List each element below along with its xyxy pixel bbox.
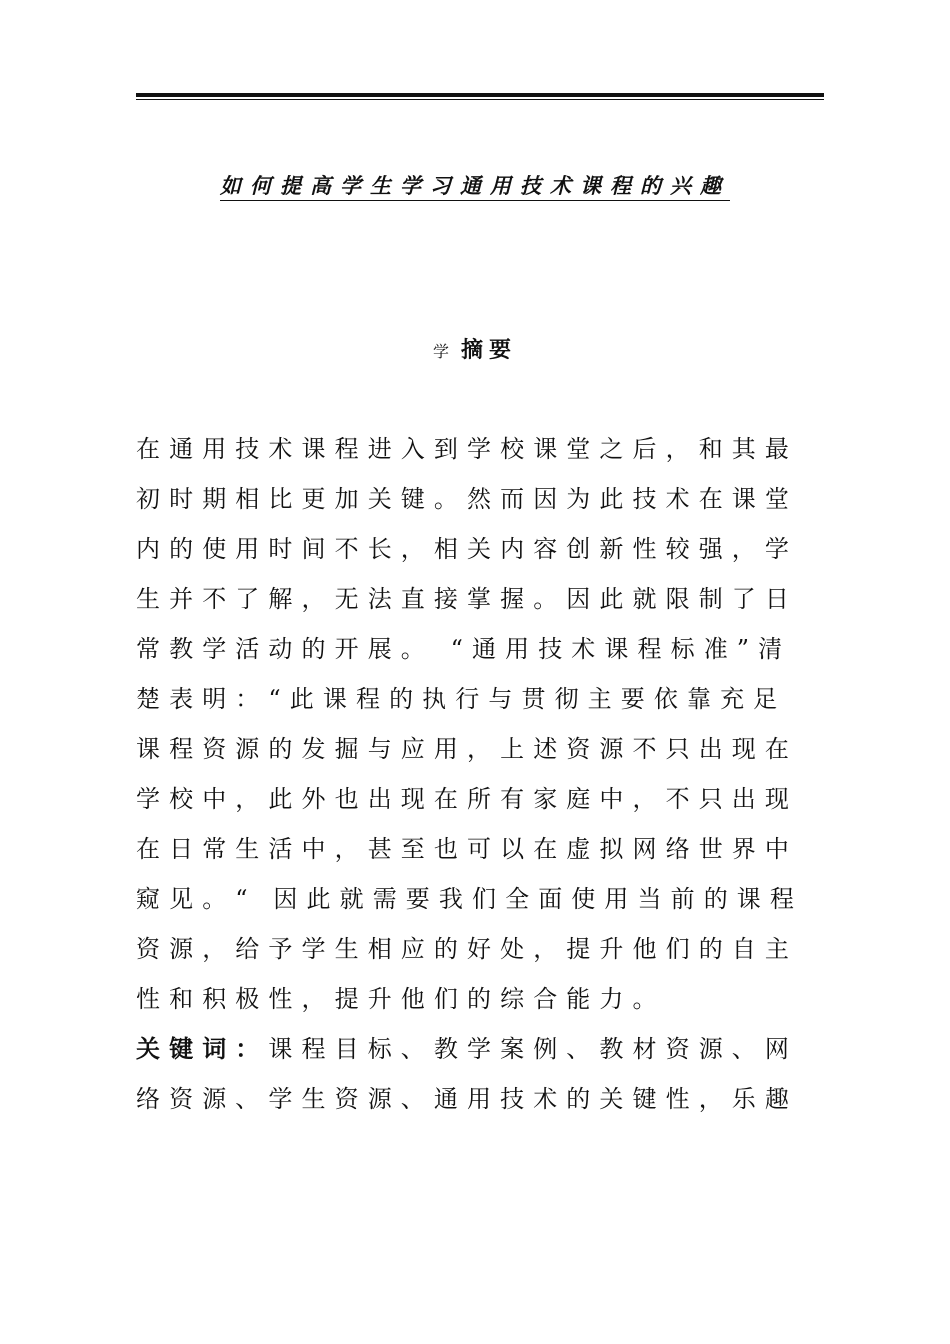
document-title-text: 如何提高学生学习通用技术课程的兴趣 bbox=[220, 173, 730, 201]
header-rule-thick bbox=[136, 93, 824, 97]
header-rule-thin bbox=[136, 99, 824, 100]
body-line: 在通用技术课程进入到学校课堂之后，和其最 bbox=[136, 435, 798, 463]
abstract-heading-text: 摘要 bbox=[461, 337, 518, 363]
body-line: 楚表明：“此课程的执行与贯彻主要依靠充足 bbox=[136, 685, 787, 713]
body-line: 常教学活动的开展。 “通用技术课程标准”清 bbox=[136, 635, 792, 663]
body-line: 初时期相比更加关键。然而因为此技术在课堂 bbox=[136, 485, 798, 513]
abstract-prefix: 学 bbox=[432, 342, 455, 361]
body-line: 在日常生活中，甚至也可以在虚拟网络世界中 bbox=[136, 835, 798, 863]
keywords-line-2: 络资源、学生资源、通用技术的关键性，乐趣 bbox=[136, 1085, 798, 1113]
keywords-text-1: 课程目标、教学案例、教材资源、网 bbox=[268, 1035, 799, 1063]
body-line: 性和积极性，提升他们的综合能力。 bbox=[136, 985, 666, 1013]
body-line: 生并不了解，无法直接掌握。因此就限制了日 bbox=[136, 585, 798, 613]
body-line: 内的使用时间不长，相关内容创新性较强，学 bbox=[136, 535, 798, 563]
abstract-heading bbox=[0, 333, 950, 364]
abstract-body bbox=[136, 424, 826, 1024]
keywords-line-1 bbox=[136, 1024, 826, 1074]
body-line: 学校中，此外也出现在所有家庭中，不只出现 bbox=[136, 785, 798, 813]
keywords-label: 关键词： bbox=[136, 1034, 269, 1063]
body-line: 资源，给予学生相应的好处，提升他们的自主 bbox=[136, 935, 798, 963]
keywords-block bbox=[136, 1024, 826, 1124]
body-line: 课程资源的发掘与应用，上述资源不只出现在 bbox=[136, 735, 798, 763]
document-title bbox=[0, 170, 950, 200]
body-line: 窥见。“ 因此就需要我们全面使用当前的课程 bbox=[136, 885, 803, 913]
